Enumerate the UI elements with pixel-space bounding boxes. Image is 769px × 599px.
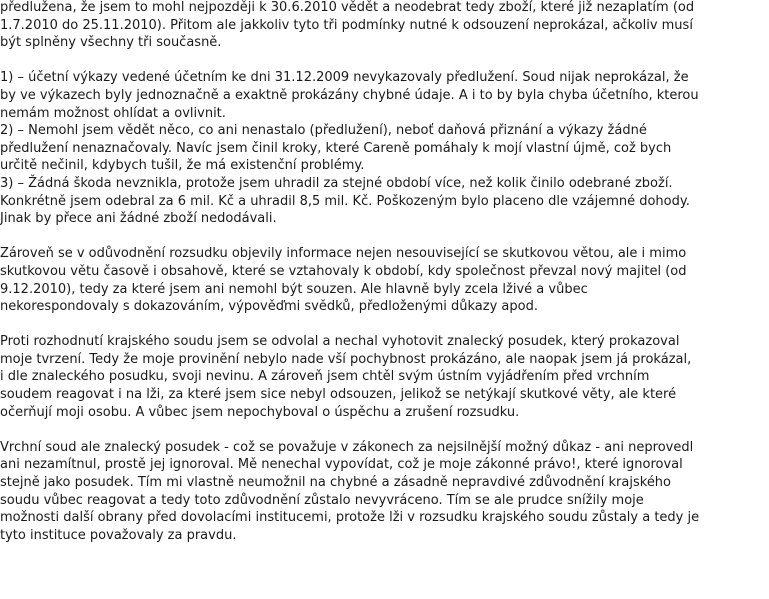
paragraph: [0, 0, 766, 52]
text-line: soudu vůbec reagovat a tedy toto zdůvodnění zůstalo nevyvráceno. Tím se ale prudce snížily moje: [0, 492, 644, 508]
text-line: moje tvrzení. Tedy že moje provinění nebylo nade vší pochybnost prokázáno, ale naopak jsem já prokázal,: [0, 351, 692, 367]
text-line: skutkovou větu časově i obsahově, které se vztahovaly k období, kdy společnost převzal nový majitel (od: [0, 263, 687, 279]
text-line: 3) – Žádná škoda nevznikla, protože jsem uhradil za stejné období více, než kolik činilo odebrané zboží.: [0, 175, 673, 191]
text-line: Zároveň se v odůvodnění rozsudku objevily informace nejen nesouvisející se skutkovou větou, ale i mimo: [0, 246, 687, 262]
text-line: předlužena, že jsem to mohl nejpozději k 30.6.2010 vědět a neodebrat tedy zboží, které již nezaplatím (od: [0, 0, 695, 15]
text-line: očerňují moji osobu. A vůbec jsem nepochyboval o úspěchu a zrušení rozsudku.: [0, 404, 520, 420]
text-line: předlužení nenaznačovaly. Navíc jsem činil kroky, které Careně pomáhaly k mojí vlastní újmě, což bych: [0, 140, 672, 156]
text-line: by ve výkazech byly jednoznačně a exaktně prokázány chybné údaje. A i to by byla chyba účetního, kterou: [0, 87, 699, 103]
text-line: tyto instituce považovaly za pravdu.: [0, 527, 237, 543]
text-line: stejně jako posudek. Tím mi vlastně neumožnil na chybné a zásadně nepravdivé zdůvodnění krajského: [0, 475, 672, 491]
text-line: být splněny všechny tři současně.: [0, 35, 222, 51]
text-line: ani nezamítnul, prostě jej ignoroval. Mě nenechal vypovídat, což je moje zákonné právo!, které ignoroval: [0, 457, 683, 473]
text-line: Jinak by přece ani žádné zboží nedodávali.: [0, 211, 277, 227]
text-line: možnosti další obrany před dovolacími institucemi, protože lži v rozsudku krajského soudu zůstaly a tedy je: [0, 510, 700, 526]
text-line: soudem reagovat i na lži, za které jsem sice nebyl odsouzen, jelikož se netýkají skutkové věty, ale které: [0, 387, 677, 403]
paragraph: [0, 439, 766, 545]
paragraph: [0, 333, 766, 421]
paragraph-spacer: [0, 52, 766, 70]
text-line: Konkrétně jsem odebral za 6 mil. Kč a uhradil 8,5 mil. Kč. Poškozeným bylo placeno dle vzájemné dohody.: [0, 193, 690, 209]
text-line: 1) – účetní výkazy vedené účetním ke dni 31.12.2009 nevykazovaly předlužení. Soud nijak neprokázal, že: [0, 70, 689, 86]
text-line: nemám možnost ohlídat a ovlivnit.: [0, 105, 226, 121]
text-line: Vrchní soud ale znalecký posudek - což se považuje v zákonech za nejsilnější možný důkaz - ani neprovedl: [0, 439, 694, 455]
text-line: nekorespondovaly s dokazováním, výpověďmi svědků, předloženými důkazy apod.: [0, 299, 538, 315]
paragraph-spacer: [0, 228, 766, 246]
text-line: 9.12.2010), tedy za které jsem ani nemohl být souzen. Ale hlavně byly zcela lživé a vůbec: [0, 281, 588, 297]
text-line: i dle znaleckého posudku, svoji nevinu. A zároveň jsem chtěl svým ústním vyjádřením před vrchním: [0, 369, 650, 385]
paragraph: [0, 245, 766, 315]
text-line: 2) – Nemohl jsem vědět něco, co ani nenastalo (předlužení), neboť daňová přiznání a výkazy žádné: [0, 123, 647, 139]
paragraph: [0, 69, 766, 227]
paragraph-spacer: [0, 421, 766, 439]
text-line: Proti rozhodnutí krajského soudu jsem se odvolal a nechal vyhotovit znalecký posudek, který prokazoval: [0, 334, 680, 350]
text-line: 1.7.2010 do 25.11.2010). Přitom ale jakkoliv tyto tři podmínky nutné k odsouzení neprokázal, ačkoliv musí: [0, 17, 693, 33]
paragraph-spacer: [0, 316, 766, 334]
text-line: určitě nečinil, kdybych tušil, že má existenční problémy.: [0, 158, 365, 174]
